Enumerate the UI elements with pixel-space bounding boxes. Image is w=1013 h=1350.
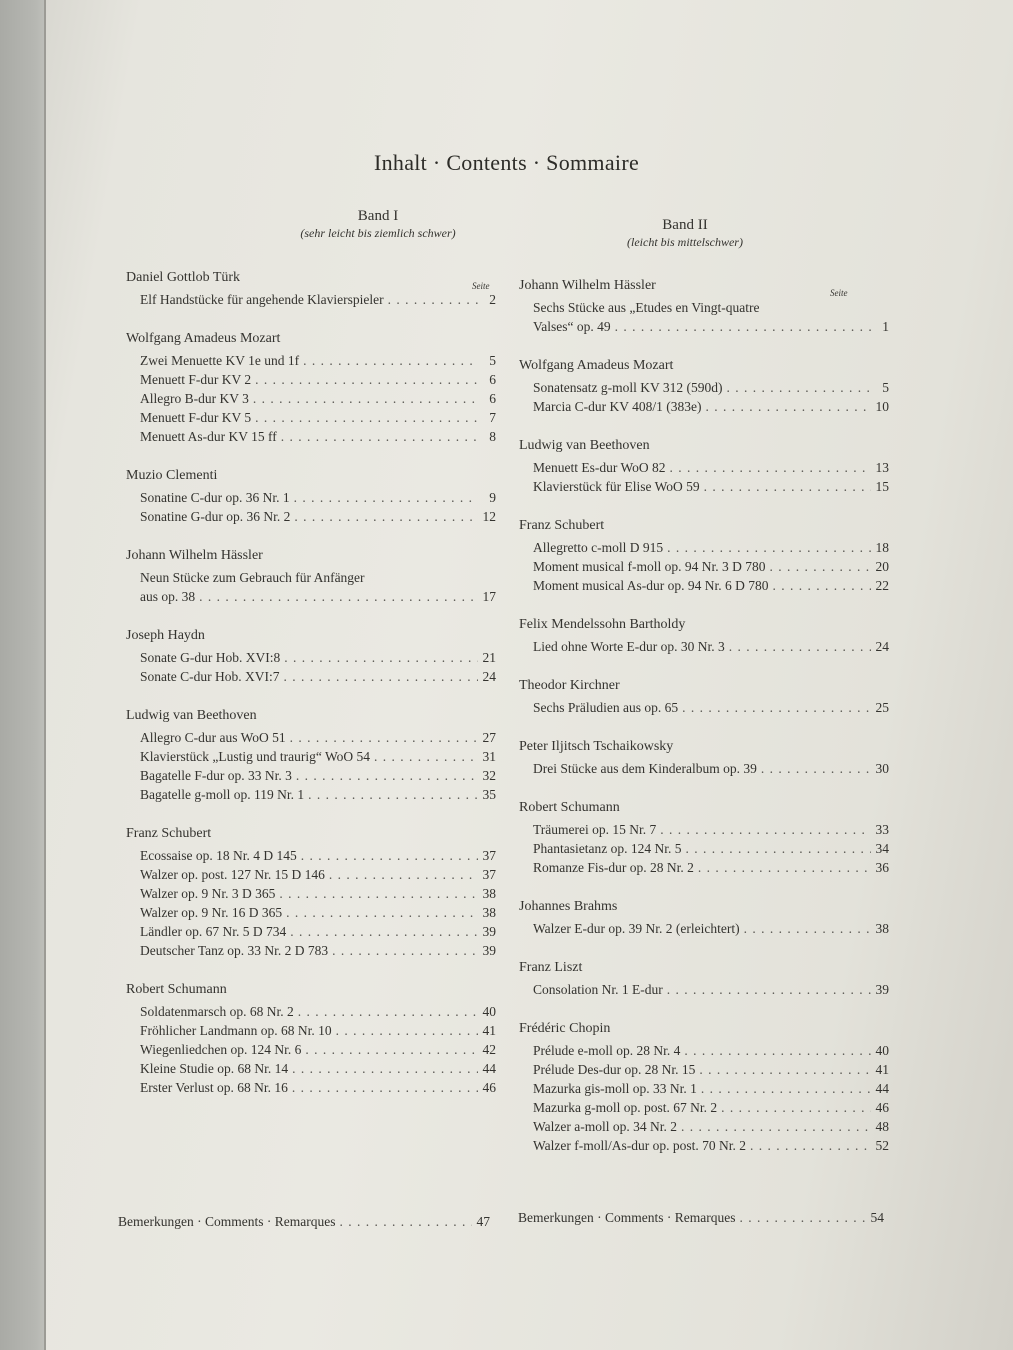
contents-entry[interactable] xyxy=(519,698,889,717)
contents-entry[interactable] xyxy=(126,507,496,526)
entry-title: Moment musical As-dur op. 94 Nr. 6 D 780 xyxy=(533,578,769,593)
entry-page-number: 39 xyxy=(482,943,496,958)
dot-leader xyxy=(701,1079,871,1098)
composer-name: Robert Schumann xyxy=(126,982,227,997)
entry-title: Allegro C-dur aus WoO 51 xyxy=(140,730,286,745)
composer-name: Muzio Clementi xyxy=(126,468,218,483)
dot-leader xyxy=(704,477,871,496)
entry-title: Sonatine C-dur op. 36 Nr. 1 xyxy=(140,490,290,505)
dot-leader xyxy=(726,378,871,397)
contents-entry[interactable] xyxy=(519,759,889,778)
entry-title: Allegro B-dur KV 3 xyxy=(140,391,249,406)
dot-leader xyxy=(684,1041,871,1060)
dot-leader xyxy=(308,785,478,804)
composer-group xyxy=(519,358,889,416)
dot-leader xyxy=(305,1040,478,1059)
dot-leader xyxy=(615,317,871,336)
contents-entry[interactable] xyxy=(126,941,496,960)
entry-page-number: 9 xyxy=(489,490,496,505)
entry-title: Prélude Des-dur op. 28 Nr. 15 xyxy=(533,1062,696,1077)
contents-entry[interactable] xyxy=(126,766,496,785)
band-1-contents xyxy=(126,270,496,1119)
entry-title: Neun Stücke zum Gebrauch für Anfänger xyxy=(140,570,365,585)
contents-entry[interactable] xyxy=(519,557,889,576)
entry-page-number: 10 xyxy=(875,399,889,414)
contents-entry[interactable] xyxy=(126,922,496,941)
dot-leader xyxy=(729,637,871,656)
composer-group xyxy=(519,1021,889,1155)
band-2-remarks xyxy=(518,1208,884,1227)
dot-leader xyxy=(253,389,478,408)
entry-title: Sonatine G-dur op. 36 Nr. 2 xyxy=(140,509,291,524)
entry-title: Mazurka gis-moll op. 33 Nr. 1 xyxy=(533,1081,697,1096)
dot-leader xyxy=(682,698,871,717)
entry-title: Bagatelle F-dur op. 33 Nr. 3 xyxy=(140,768,292,783)
dot-leader xyxy=(744,919,871,938)
entry-page-number: 40 xyxy=(482,1004,496,1019)
contents-entry[interactable] xyxy=(126,648,496,667)
entry-title: Consolation Nr. 1 E-dur xyxy=(533,982,663,997)
band-1-page-column-label: Seite xyxy=(472,281,490,291)
composer-group xyxy=(519,899,889,938)
dot-leader xyxy=(255,408,478,427)
remarks-title: Bemerkungen · Comments · Remarques xyxy=(518,1210,736,1225)
entry-title: aus op. 38 xyxy=(140,589,196,604)
composer-group xyxy=(519,960,889,999)
entry-page-number: 5 xyxy=(882,380,889,395)
entry-page-number: 22 xyxy=(875,578,889,593)
composer-name: Ludwig van Beethoven xyxy=(519,438,650,453)
entry-page-number: 6 xyxy=(489,391,496,406)
entry-title: Sonate C-dur Hob. XVI:7 xyxy=(140,669,280,684)
entry-title: Menuett As-dur KV 15 ff xyxy=(140,429,277,444)
entry-page-number: 35 xyxy=(482,787,496,802)
contents-entry[interactable] xyxy=(126,427,496,446)
dot-leader xyxy=(281,427,478,446)
contents-entry[interactable] xyxy=(519,1079,889,1098)
composer-name: Daniel Gottlob Türk xyxy=(126,270,241,285)
dot-leader xyxy=(705,397,871,416)
composer-group xyxy=(126,331,496,446)
dot-leader xyxy=(699,1060,871,1079)
composer-name: Franz Schubert xyxy=(126,826,212,841)
dot-leader xyxy=(279,884,478,903)
band-2-subtitle: (leicht bis mittelschwer) xyxy=(627,235,743,249)
contents-entry[interactable] xyxy=(519,298,889,317)
dot-leader xyxy=(739,1208,866,1227)
entry-title: Mazurka g-moll op. post. 67 Nr. 2 xyxy=(533,1100,718,1115)
contents-entry[interactable] xyxy=(519,477,889,496)
entry-title: Ecossaise op. 18 Nr. 4 D 145 xyxy=(140,848,297,863)
entry-page-number: 48 xyxy=(875,1119,889,1134)
entry-title: Walzer op. 9 Nr. 16 D 365 xyxy=(140,905,283,920)
entry-page-number: 33 xyxy=(875,822,889,837)
contents-entry[interactable] xyxy=(519,1041,889,1060)
remarks-page: 47 xyxy=(476,1214,490,1229)
entry-title: Drei Stücke aus dem Kinderalbum op. 39 xyxy=(533,761,757,776)
composer-name: Johann Wilhelm Hässler xyxy=(126,548,263,563)
dot-leader xyxy=(301,846,478,865)
dot-leader xyxy=(667,980,871,999)
dot-leader xyxy=(284,648,478,667)
entry-title: Walzer op. 9 Nr. 3 D 365 xyxy=(140,886,276,901)
entry-page-number: 40 xyxy=(875,1043,889,1058)
composer-group xyxy=(126,468,496,526)
entry-page-number: 21 xyxy=(482,650,496,665)
contents-entry[interactable] xyxy=(519,820,889,839)
entry-title: Kleine Studie op. 68 Nr. 14 xyxy=(140,1061,289,1076)
entry-title: Menuett F-dur KV 5 xyxy=(140,410,252,425)
composer-group xyxy=(126,708,496,804)
entry-title: Klavierstück „Lustig und traurig“ WoO 54 xyxy=(140,749,370,764)
band-1-remarks xyxy=(118,1212,490,1231)
entry-title: Menuett Es-dur WoO 82 xyxy=(533,460,666,475)
entry-page-number: 13 xyxy=(875,460,889,475)
entry-title: Romanze Fis-dur op. 28 Nr. 2 xyxy=(533,860,694,875)
dot-leader xyxy=(681,1117,871,1136)
composer-group xyxy=(519,800,889,877)
entry-title: Fröhlicher Landmann op. 68 Nr. 10 xyxy=(140,1023,332,1038)
composer-name: Robert Schumann xyxy=(519,800,620,815)
entry-page-number: 37 xyxy=(482,867,496,882)
entry-page-number: 17 xyxy=(482,589,496,604)
entry-title: Deutscher Tanz op. 33 Nr. 2 D 783 xyxy=(140,943,329,958)
dot-leader xyxy=(292,1059,478,1078)
entry-title: Walzer E-dur op. 39 Nr. 2 (erleichtert) xyxy=(533,921,740,936)
contents-entry[interactable] xyxy=(126,568,496,587)
dot-leader xyxy=(685,839,871,858)
composer-group xyxy=(126,826,496,960)
dot-leader xyxy=(761,759,871,778)
dot-leader xyxy=(290,922,478,941)
composer-name: Johannes Brahms xyxy=(519,899,618,914)
dot-leader xyxy=(298,1002,478,1021)
composer-group xyxy=(519,438,889,496)
contents-entry[interactable] xyxy=(126,1021,496,1040)
entry-page-number: 44 xyxy=(482,1061,496,1076)
dot-leader xyxy=(199,587,478,606)
entry-page-number: 39 xyxy=(875,982,889,997)
composer-name: Peter Iljitsch Tschaikowsky xyxy=(519,739,674,754)
composer-group xyxy=(126,270,496,309)
remarks-page: 54 xyxy=(870,1210,884,1225)
entry-page-number: 24 xyxy=(875,639,889,654)
contents-entry[interactable] xyxy=(126,290,496,309)
entry-page-number: 44 xyxy=(875,1081,889,1096)
entry-page-number: 20 xyxy=(875,559,889,574)
entry-title: Sonate G-dur Hob. XVI:8 xyxy=(140,650,281,665)
entry-page-number: 38 xyxy=(875,921,889,936)
contents-entry[interactable] xyxy=(126,865,496,884)
dot-leader xyxy=(286,903,478,922)
entry-title: Marcia C-dur KV 408/1 (383e) xyxy=(533,399,702,414)
remarks-entry[interactable] xyxy=(118,1212,490,1231)
contents-entry[interactable] xyxy=(519,538,889,557)
contents-entry[interactable] xyxy=(126,351,496,370)
dot-leader xyxy=(670,458,871,477)
entry-title: Träumerei op. 15 Nr. 7 xyxy=(533,822,657,837)
entry-page-number: 24 xyxy=(482,669,496,684)
contents-entry[interactable] xyxy=(519,919,889,938)
contents-entry[interactable] xyxy=(126,1002,496,1021)
entry-title: Walzer f-moll/As-dur op. post. 70 Nr. 2 xyxy=(533,1138,747,1153)
entry-page-number: 36 xyxy=(875,860,889,875)
dot-leader xyxy=(698,858,871,877)
entry-title: Sechs Stücke aus „Etudes en Vingt-quatre xyxy=(533,300,760,315)
entry-page-number: 1 xyxy=(882,319,889,334)
contents-entry[interactable] xyxy=(519,1136,889,1155)
composer-name: Wolfgang Amadeus Mozart xyxy=(519,358,674,373)
band-1-subtitle: (sehr leicht bis ziemlich schwer) xyxy=(300,226,456,240)
contents-entry[interactable] xyxy=(126,728,496,747)
contents-entry[interactable] xyxy=(126,884,496,903)
entry-title: Zwei Menuette KV 1e und 1f xyxy=(140,353,300,368)
entry-page-number: 15 xyxy=(875,479,889,494)
entry-page-number: 38 xyxy=(482,905,496,920)
band-1-label: Band I xyxy=(357,208,399,224)
entry-title: Sechs Präludien aus op. 65 xyxy=(533,700,679,715)
dot-leader xyxy=(283,667,478,686)
dot-leader xyxy=(255,370,478,389)
band-2-heading xyxy=(545,217,825,250)
dot-leader xyxy=(339,1212,472,1231)
entry-page-number: 42 xyxy=(482,1042,496,1057)
entry-page-number: 27 xyxy=(482,730,496,745)
entry-page-number: 18 xyxy=(875,540,889,555)
contents-entry[interactable] xyxy=(519,317,889,336)
entry-title: Prélude e-moll op. 28 Nr. 4 xyxy=(533,1043,681,1058)
dot-leader xyxy=(329,865,478,884)
contents-entry[interactable] xyxy=(519,397,889,416)
contents-entry[interactable] xyxy=(126,667,496,686)
dot-leader xyxy=(660,820,871,839)
contents-entry[interactable] xyxy=(126,785,496,804)
entry-title: Walzer op. post. 127 Nr. 15 D 146 xyxy=(140,867,325,882)
entry-page-number: 52 xyxy=(875,1138,889,1153)
contents-entry[interactable] xyxy=(519,1060,889,1079)
contents-entry[interactable] xyxy=(126,408,496,427)
composer-name: Ludwig van Beethoven xyxy=(126,708,257,723)
entry-title: Bagatelle g-moll op. 119 Nr. 1 xyxy=(140,787,305,802)
dot-leader xyxy=(388,290,478,309)
entry-title: Soldatenmarsch op. 68 Nr. 2 xyxy=(140,1004,294,1019)
entry-title: Klavierstück für Elise WoO 59 xyxy=(533,479,700,494)
composer-name: Felix Mendelssohn Bartholdy xyxy=(519,617,686,632)
contents-entry[interactable] xyxy=(519,858,889,877)
entry-page-number: 46 xyxy=(482,1080,496,1095)
entry-page-number: 34 xyxy=(875,841,889,856)
entry-page-number: 31 xyxy=(482,749,496,764)
entry-page-number: 41 xyxy=(875,1062,889,1077)
composer-name: Joseph Haydn xyxy=(126,628,205,643)
entry-title: Walzer a-moll op. 34 Nr. 2 xyxy=(533,1119,677,1134)
entry-title: Erster Verlust op. 68 Nr. 16 xyxy=(140,1080,288,1095)
dot-leader xyxy=(773,576,872,595)
entry-page-number: 7 xyxy=(489,410,496,425)
composer-group xyxy=(519,739,889,778)
band-2-page-column-label: Seite xyxy=(830,288,848,298)
composer-name: Franz Liszt xyxy=(519,960,583,975)
composer-group xyxy=(126,982,496,1097)
entry-title: Valses“ op. 49 xyxy=(533,319,611,334)
entry-page-number: 46 xyxy=(875,1100,889,1115)
band-1-heading xyxy=(238,208,518,241)
contents-entry[interactable] xyxy=(519,980,889,999)
entry-title: Lied ohne Worte E-dur op. 30 Nr. 3 xyxy=(533,639,725,654)
entry-title: Phantasietanz op. 124 Nr. 5 xyxy=(533,841,682,856)
contents-entry[interactable] xyxy=(126,488,496,507)
composer-name: Frédéric Chopin xyxy=(519,1021,611,1036)
composer-group xyxy=(519,518,889,595)
composer-name: Theodor Kirchner xyxy=(519,678,620,693)
entry-page-number: 6 xyxy=(489,372,496,387)
dot-leader xyxy=(294,488,478,507)
contents-entry[interactable] xyxy=(519,1117,889,1136)
entry-page-number: 39 xyxy=(482,924,496,939)
contents-entry[interactable] xyxy=(519,576,889,595)
dot-leader xyxy=(332,941,478,960)
contents-entry[interactable] xyxy=(519,839,889,858)
contents-entry[interactable] xyxy=(126,1040,496,1059)
composer-group xyxy=(519,617,889,656)
composer-group xyxy=(519,678,889,717)
dot-leader xyxy=(721,1098,871,1117)
entry-page-number: 37 xyxy=(482,848,496,863)
dot-leader xyxy=(290,728,478,747)
composer-group xyxy=(519,278,889,336)
dot-leader xyxy=(296,766,478,785)
entry-title: Elf Handstücke für angehende Klavierspieler xyxy=(140,292,384,307)
contents-entry[interactable] xyxy=(126,587,496,606)
dot-leader xyxy=(303,351,478,370)
contents-entry[interactable] xyxy=(519,1098,889,1117)
entry-title: Ländler op. 67 Nr. 5 D 734 xyxy=(140,924,287,939)
dot-leader xyxy=(769,557,871,576)
entry-title: Sonatensatz g-moll KV 312 (590d) xyxy=(533,380,723,395)
entry-title: Wiegenliedchen op. 124 Nr. 6 xyxy=(140,1042,302,1057)
composer-name: Johann Wilhelm Hässler xyxy=(519,278,656,293)
entry-title: Menuett F-dur KV 2 xyxy=(140,372,252,387)
composer-group xyxy=(126,548,496,606)
dot-leader xyxy=(667,538,871,557)
entry-page-number: 38 xyxy=(482,886,496,901)
contents-entry[interactable] xyxy=(519,637,889,656)
dot-leader xyxy=(294,507,478,526)
band-2-contents xyxy=(519,278,889,1177)
entry-page-number: 8 xyxy=(489,429,496,444)
composer-name: Wolfgang Amadeus Mozart xyxy=(126,331,281,346)
entry-page-number: 5 xyxy=(489,353,496,368)
contents-entry[interactable] xyxy=(519,458,889,477)
contents-entry[interactable] xyxy=(126,370,496,389)
contents-entry[interactable] xyxy=(519,378,889,397)
contents-entry[interactable] xyxy=(126,1059,496,1078)
entry-page-number: 41 xyxy=(482,1023,496,1038)
dot-leader xyxy=(374,747,478,766)
contents-entry[interactable] xyxy=(126,747,496,766)
entry-page-number: 2 xyxy=(489,292,496,307)
contents-entry[interactable] xyxy=(126,903,496,922)
dot-leader xyxy=(292,1078,478,1097)
contents-entry[interactable] xyxy=(126,846,496,865)
dot-leader xyxy=(750,1136,871,1155)
entry-title: Moment musical f-moll op. 94 Nr. 3 D 780 xyxy=(533,559,766,574)
remarks-entry[interactable] xyxy=(518,1208,884,1227)
entry-title: Allegretto c-moll D 915 xyxy=(533,540,664,555)
page-title: Inhalt · Contents · Sommaire xyxy=(373,150,640,175)
entry-page-number: 32 xyxy=(482,768,496,783)
dot-leader xyxy=(336,1021,478,1040)
remarks-title: Bemerkungen · Comments · Remarques xyxy=(118,1214,336,1229)
entry-page-number: 12 xyxy=(482,509,496,524)
composer-name: Franz Schubert xyxy=(519,518,605,533)
contents-entry[interactable] xyxy=(126,389,496,408)
entry-page-number: 25 xyxy=(875,700,889,715)
entry-page-number: 30 xyxy=(875,761,889,776)
contents-entry[interactable] xyxy=(126,1078,496,1097)
band-2-label: Band II xyxy=(662,217,708,233)
composer-group xyxy=(126,628,496,686)
